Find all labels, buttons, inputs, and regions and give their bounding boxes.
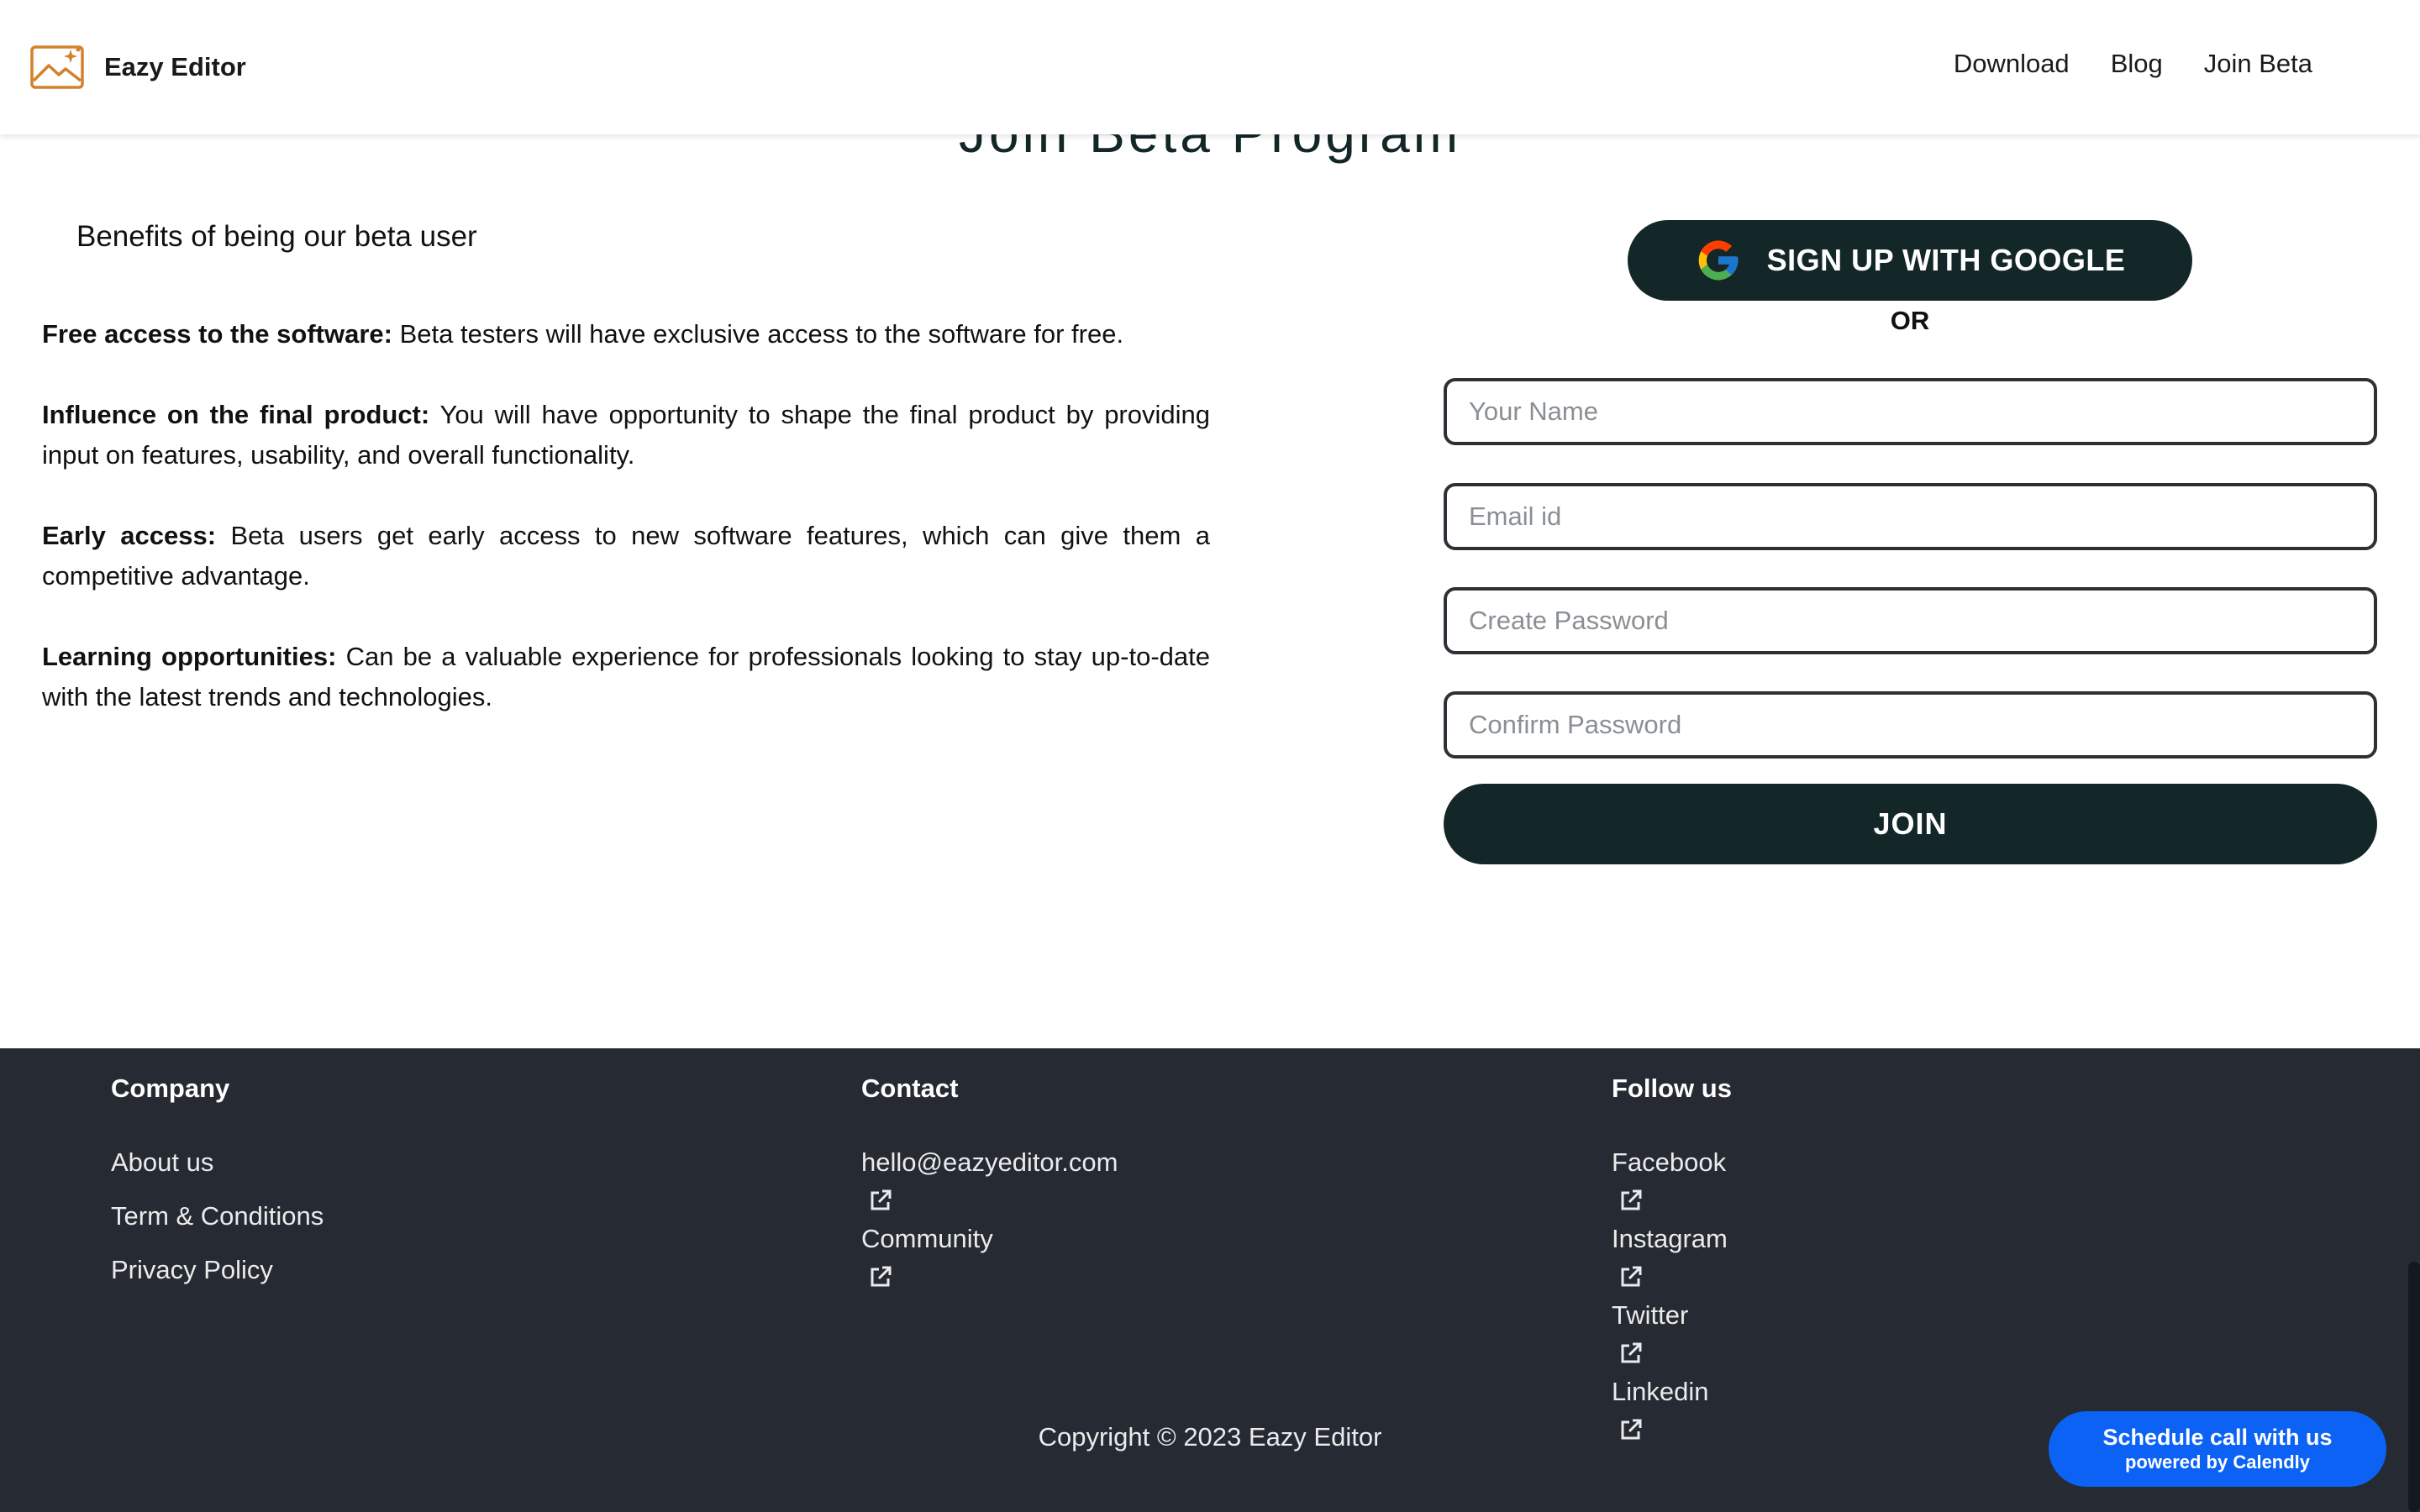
- google-signup-label: SIGN UP WITH GOOGLE: [1766, 243, 2126, 277]
- calendly-schedule-button[interactable]: [2049, 1411, 2386, 1487]
- benefit-item: [42, 314, 1210, 354]
- benefit-item: [42, 637, 1210, 717]
- page-scrollbar[interactable]: [2408, 1262, 2420, 1512]
- benefit-title: Free access to the software:: [42, 319, 392, 349]
- copyright: Copyright © 2023 Eazy Editor: [1038, 1422, 1382, 1452]
- benefit-title: Early access:: [42, 521, 217, 550]
- image-sparkle-icon: [30, 44, 86, 91]
- google-icon: [1695, 237, 1742, 284]
- external-link-icon[interactable]: [868, 1264, 893, 1289]
- footer-contact-heading: Contact: [861, 1074, 959, 1103]
- benefit-text: Beta users get early access to new software features, which can give them a competitive advantage.: [42, 521, 1210, 591]
- brand-name: Eazy Editor: [104, 52, 246, 81]
- footer-company-heading: Company: [111, 1074, 230, 1103]
- brand-logo[interactable]: [30, 42, 246, 92]
- footer-follow-heading: Follow us: [1612, 1074, 1732, 1103]
- email-input[interactable]: [1444, 483, 2377, 550]
- external-link-icon[interactable]: [868, 1188, 893, 1213]
- footer-link-linkedin[interactable]: Linkedin: [1612, 1377, 1709, 1406]
- nav-blog[interactable]: Blog: [2110, 49, 2163, 78]
- benefit-title: Influence on the final product:: [42, 400, 430, 429]
- footer-link-twitter[interactable]: Twitter: [1612, 1300, 1689, 1330]
- google-signup-button[interactable]: [1628, 220, 2192, 301]
- nav-download[interactable]: Download: [1953, 49, 2070, 78]
- main-nav: [1912, 49, 2312, 79]
- external-link-icon[interactable]: [1618, 1264, 1644, 1289]
- footer-link-terms[interactable]: Term & Conditions: [111, 1201, 324, 1231]
- footer-link-email[interactable]: hello@eazyeditor.com: [861, 1147, 1118, 1177]
- footer-link-community[interactable]: Community: [861, 1224, 993, 1253]
- or-divider: OR: [1890, 306, 1930, 335]
- footer-link-about[interactable]: About us: [111, 1147, 214, 1177]
- benefits-heading: Benefits of being our beta user: [76, 220, 477, 253]
- footer-link-facebook[interactable]: Facebook: [1612, 1147, 1727, 1177]
- join-button[interactable]: JOIN: [1444, 784, 2377, 864]
- create-password-input[interactable]: [1444, 587, 2377, 654]
- external-link-icon[interactable]: [1618, 1188, 1644, 1213]
- benefit-text: You will have opportunity to shape the final product by providing input on features, usability, and overall functionality.: [42, 400, 1210, 470]
- external-link-icon[interactable]: [1618, 1341, 1644, 1366]
- footer-link-privacy[interactable]: Privacy Policy: [111, 1255, 273, 1284]
- benefit-text: Can be a valuable experience for professionals looking to stay up-to-date with the latest trends and technologies.: [42, 642, 1210, 711]
- benefit-text: Beta testers will have exclusive access to the software for free.: [399, 319, 1124, 349]
- benefit-item: [42, 516, 1210, 596]
- calendly-subtitle: powered by Calendly: [2124, 1452, 2311, 1473]
- footer-link-instagram[interactable]: Instagram: [1612, 1224, 1728, 1253]
- benefit-title: Learning opportunities:: [42, 642, 337, 671]
- nav-join-beta[interactable]: Join Beta: [2203, 49, 2312, 78]
- site-header: [0, 0, 2420, 134]
- confirm-password-input[interactable]: [1444, 691, 2377, 759]
- name-input[interactable]: [1444, 378, 2377, 445]
- benefit-item: [42, 395, 1210, 475]
- calendly-title: Schedule call with us: [2102, 1425, 2333, 1450]
